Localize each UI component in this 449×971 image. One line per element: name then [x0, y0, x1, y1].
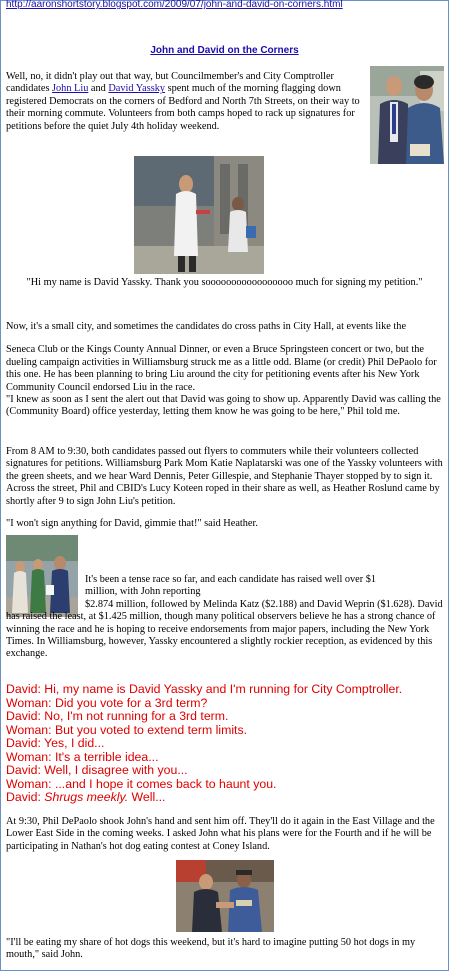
dialogue-speaker: David: [6, 790, 45, 805]
para-morning-petitions: From 8 AM to 9:30, both candidates passed out flyers to commuters while their volunteers collected signatures for petitions. Williamsburg Park Mom Katie Naplatarski was one of the Yassky volunteers with the green sheets, and we hear Ward Dennis, Peter Gillespie, and Stephanie Thayer stopped by to sign it. Across the street, Phil and CBID's Lucy Koteen roped in their share as well, as Heather Roslund came by shortly after 9 to sign John Liu's petition. [6, 446, 443, 507]
david-yassky-link[interactable]: David Yassky [108, 83, 166, 95]
john-liu-link[interactable]: John Liu [52, 83, 89, 95]
yassky-exchange-dialogue [6, 683, 402, 805]
para2-line1: Now, it's a small city, and sometimes the candidates do cross paths in City Hall, at events like the [6, 321, 407, 332]
john-final-quote: "I'll be eating my share of hot dogs this weekend, but it's hard to imagine putting 50 hot dogs in my mouth," said John. [6, 937, 416, 961]
photo-street-petitioning [134, 156, 264, 274]
dialogue-tail: Well... [128, 790, 166, 805]
intro-text-after: spent much of the morning flagging down registered Democrats on the corners of Bedford and North 7th Streets, on their way to their morning commute. Volunteers from both camps hoped to rack up signatures for petitions before the quiet July 4th holiday weekend. [6, 83, 360, 132]
post-title-link[interactable]: John and David on the Corners [150, 45, 299, 56]
photo-liu-and-yassky [370, 66, 444, 164]
dialogue-action: Shrugs meekly. [44, 790, 129, 805]
intro-paragraph [6, 71, 364, 133]
race-body: $2.874 million, followed by Melinda Katz ($2.188) and David Weprin ($1.628). David has raised the least, at $1.425 million, though many political observers believe he has a strong chance of winning the race and he is hoping to receive endorsements from major papers, including the New York Times. In Williamsburg, however, Yassky encountered a slightly rockier reception, as evidenced by this exchange. [6, 598, 443, 660]
dialogue-line-last [6, 791, 402, 805]
para-tense-race [6, 574, 446, 661]
dialogue-line: David: Well, I disagree with you... [6, 763, 188, 778]
race-line2: million, with John reporting [85, 586, 201, 598]
dialogue-line: Woman: But you voted to extend term limits. [6, 722, 248, 737]
photo-handshake [176, 860, 274, 932]
photo-caption-quote: "Hi my name is David Yassky. Thank you sooooooooooooooooo much for signing my petition." [26, 277, 423, 288]
dialogue-line: David: Hi, my name is David Yassky and I'm running for City Comptroller. [6, 682, 403, 696]
para2-body: Seneca Club or the Kings County Annual Dinner, or even a Bruce Springsteen concert or two, but the dueling campaign activities in Williamsburg struck me as a little odd. Blame (or credit) Phil DePaolo for this one. He has been planning to bring Liu around the city for petitioning events after his New York Community Council endorsed Liu in the race. [6, 344, 437, 393]
para-city-hall [6, 321, 446, 419]
dialogue-line: David: Yes, I did... [6, 736, 105, 751]
intro-text-before: Well, no, it didn't play out that way, but Councilmember's and City Comptroller candidates [6, 71, 334, 95]
dialogue-line: Woman: ...and I hope it comes back to haunt you. [6, 776, 277, 791]
dialogue-line: Woman: Did you vote for a 3rd term? [6, 695, 208, 710]
race-line1: It's been a tense race so far, and each candidate has raised well over $1 [85, 574, 377, 585]
dialogue-line: David: No, I'm not running for a 3rd term. [6, 709, 229, 724]
page-url-link[interactable]: http://aaronshortstory.blogspot.com/2009/07/john-and-david-on-corners.html [6, 0, 343, 10]
para2-phil-quote: "I knew as soon as I sent the alert out that David was going to show up. Apparently David was calling the (Community Board) office yesterday, letting them know he was going to be here," Phil told me. [6, 394, 441, 418]
dialogue-line: Woman: It's a terrible idea... [6, 749, 159, 764]
para-closing: At 9:30, Phil DePaolo shook John's hand and sent him off. They'll do it again in the East Village and the Lower East Side in the coming weeks. I asked John what his plans were for the Fourth and if he will be participating in Nathan's hot dog eating contest at Coney Island. [6, 816, 435, 852]
intro-and: and [88, 83, 109, 95]
heather-quote: "I won't sign anything for David, gimmie that!" said Heather. [6, 518, 258, 529]
